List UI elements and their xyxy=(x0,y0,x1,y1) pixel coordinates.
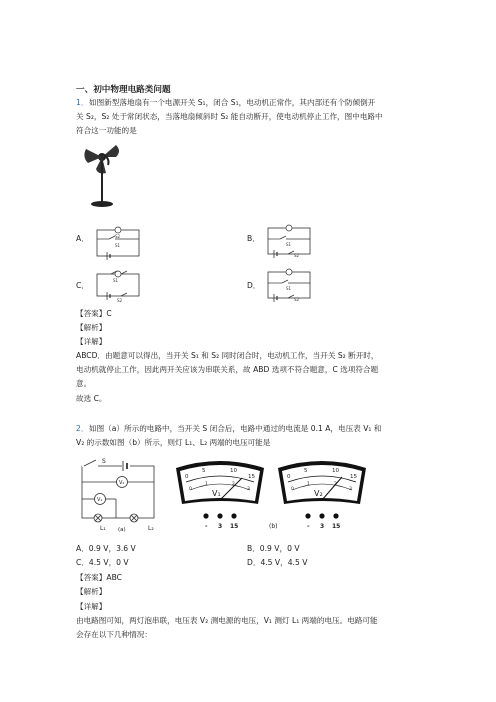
q2-analysis: 【解析】 xyxy=(76,587,107,596)
q2-a-caption: (a) xyxy=(118,527,126,533)
meter-v1 xyxy=(176,461,264,530)
v1-dial-label: V₁ xyxy=(212,489,221,498)
q2-figure-b-meters xyxy=(172,458,372,534)
q1-detail: 【详解】 xyxy=(76,337,107,346)
q2-detail: 【详解】 xyxy=(76,602,107,611)
v1-inner-2: 2 xyxy=(232,482,235,487)
v2-inner-1: 1 xyxy=(307,482,310,487)
q2-explain-2: 会存在以下几种情况： xyxy=(76,630,152,639)
q2-explain-1: 由电路图可知，两灯泡串联，电压表 V₂ 测电源的电压，V₁ 测灯 L₁ 两端的电压。电路可能 xyxy=(76,616,378,625)
q1-option-c-circuit xyxy=(93,266,143,302)
q1-a-s1-label: S1 xyxy=(115,243,121,248)
q1-option-b-circuit xyxy=(264,222,314,258)
v2-term-neg: - xyxy=(307,523,310,530)
q1-option-d-label: D． xyxy=(247,281,261,290)
q1-explain-2: 电动机就停止工作，因此两开关应该为串联关系，故 ABD 选项不符合题意，C 选项符合题 xyxy=(76,365,379,374)
q1-answer: 【答案】C xyxy=(76,309,112,318)
v1-term-15: 15 xyxy=(230,523,239,530)
q2-number: 2． xyxy=(76,424,89,433)
v2-tick-5: 5 xyxy=(304,468,308,474)
q1-a-s2-label: S2 xyxy=(115,234,121,239)
q1-conclusion: 故选 C。 xyxy=(76,394,107,403)
q1-explain-1: ABCD．由题意可以得出，当开关 S₁ 和 S₂ 同时闭合时，电动机工作，当开关 S₂ 断开时， xyxy=(76,351,379,360)
q1-option-a-circuit xyxy=(93,224,143,260)
q1-explain-3: 意。 xyxy=(76,379,92,388)
q1-c-s2-label: S2 xyxy=(117,298,123,303)
fan-illustration xyxy=(76,141,136,211)
q2-a-v1-label: V₁ xyxy=(97,497,103,503)
q2-option-c: C．4.5 V，0 V xyxy=(76,558,129,567)
q2-a-l1-label: L₁ xyxy=(100,525,106,532)
v2-tick-15: 15 xyxy=(350,474,357,480)
v2-inner-2: 2 xyxy=(334,482,337,487)
q1-analysis: 【解析】 xyxy=(76,323,107,332)
v2-term-3: 3 xyxy=(320,523,325,530)
v1-tick-15: 15 xyxy=(248,474,255,480)
q2-b-caption: (b) xyxy=(269,523,278,530)
v1-tick-0: 0 xyxy=(185,474,189,480)
q1-option-d-circuit xyxy=(264,266,314,302)
q2-answer: 【答案】ABC xyxy=(76,573,122,582)
v1-term-neg: - xyxy=(205,523,208,530)
q1-b-s1-label: S1 xyxy=(286,242,292,247)
v1-inner-0: 0 xyxy=(189,487,192,492)
v2-term-15: 15 xyxy=(332,523,341,530)
v2-inner-3: 3 xyxy=(349,487,352,492)
q2-a-v2-label: V₂ xyxy=(119,480,125,486)
q1-b-s2-label: S2 xyxy=(294,253,300,258)
v2-inner-0: 0 xyxy=(291,487,294,492)
meter-v2 xyxy=(278,461,366,530)
q1-c-s1-label: S1 xyxy=(113,278,119,283)
q1-line-1: 如图新型落地扇有一个电源开关 S₁，闭合 S₁，电动机正常作，其内部还有个防倾倒开 xyxy=(89,98,376,107)
v1-inner-3: 3 xyxy=(247,487,250,492)
q2-option-b: B．0.9 V，0 V xyxy=(247,544,300,553)
section-title: 一、初中物理电路类问题 xyxy=(76,85,171,95)
v1-tick-10: 10 xyxy=(230,468,237,474)
v2-tick-0: 0 xyxy=(287,474,291,480)
v1-tick-5: 5 xyxy=(202,468,206,474)
q1-option-c-label: C． xyxy=(76,281,89,290)
q1-d-s1-label: S1 xyxy=(286,286,292,291)
v1-term-3: 3 xyxy=(218,523,223,530)
q2-line-2: V₂ 的示数如图（b）所示，则灯 L₁、L₂ 两端的电压可能是 xyxy=(76,438,271,447)
q1-option-b-label: B． xyxy=(247,234,260,243)
v2-dial-label: V₂ xyxy=(314,489,323,498)
q2-line-1: 如图（a）所示的电路中，当开关 S 闭合后，电路中通过的电流是 0.1 A，电压表 V₁ 和 xyxy=(89,424,382,433)
q2-a-l2-label: L₂ xyxy=(148,525,154,532)
q1-d-s2-label: S2 xyxy=(294,297,300,302)
v1-inner-1: 1 xyxy=(205,482,208,487)
q2-figure-a-circuit xyxy=(76,456,166,534)
q1-line-3: 符合这一功能的是 xyxy=(76,126,137,135)
q1-line-2: 关 S₂，S₂ 处于常闭状态，当落地扇倾斜时 S₂ 能自动断开，使电动机停止工作，图中电路中 xyxy=(76,112,383,121)
q1-option-a-label: A． xyxy=(76,234,89,243)
q2-option-d: D．4.5 V，4.5 V xyxy=(247,558,308,567)
q2-a-switch-label: S xyxy=(102,458,106,465)
q2-option-a: A．0.9 V，3.6 V xyxy=(76,544,136,553)
q1-number: 1． xyxy=(76,98,89,107)
v2-tick-10: 10 xyxy=(332,468,339,474)
